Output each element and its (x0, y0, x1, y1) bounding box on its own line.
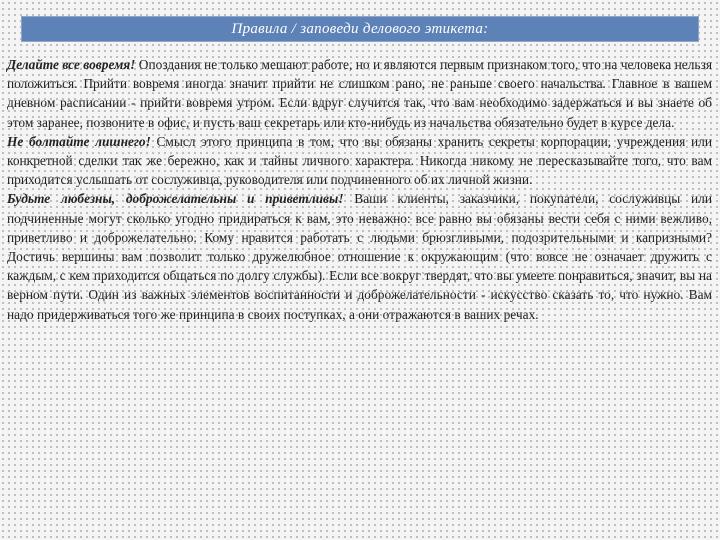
title-banner (21, 16, 699, 42)
rule-heading-discretion: Не болтайте лишнего! (7, 133, 151, 149)
rule-text-courtesy: Ваши клиенты, заказчики, покупатели, сослуживцы или подчиненные могут сколько угодно придираться к вам, это неважно: все равно вы обязаны вести себя с ними вежливо, приветливо и доброжелательно. Кому нравится работать с людьми брюзгливыми, подозрительными и капризными? Достичь вершины вам позволит только дружелюбное отношение к окружающим (что вовсе не означает дружить с каждым, с кем приходится общаться по долгу службы). Если все вокруг твердят, что вы умеете понравиться, значит, вы на верном пути. Один из важных элементов воспитанности и доброжелательности - искусство сказать то, что нужно. Вам надо придерживаться того же принципа в своих поступках, а они отражаются в ваших речах. (7, 191, 712, 322)
rule-paragraph-courtesy (7, 189, 712, 323)
page-title: Правила / заповеди делового этикета: (231, 20, 489, 37)
rule-heading-courtesy: Будьте любезны, доброжелательны и приветливы! (7, 191, 344, 207)
rule-text-punctuality: Опоздания не только мешают работе, но и являются первым признаком того, что на человека нельзя положиться. Прийти вовремя иногда значит прийти не слишком рано, не раньше своего начальства. Главное в вашем дневном расписании - прийти вовремя утром. Если вдруг случится так, что вам необходимо задержаться и вы знаете об этом заранее, позвоните в офис, и пусть ваш секретарь или кто-нибудь из начальства обязательно будет в курсе дела. (7, 57, 712, 130)
rule-paragraph-punctuality (7, 55, 712, 132)
etiquette-rules-text (7, 55, 712, 324)
rule-paragraph-discretion (7, 132, 712, 190)
rule-text-discretion: Смысл этого принципа в том, что вы обязаны хранить секреты корпорации, учреждения или конкретной сделки так же бережно, как и тайны личного характера. Никогда никому не пересказывайте того, что вам приходится услышать от сослуживца, руководителя или подчиненного об их личной жизни. (7, 133, 712, 188)
rule-heading-punctuality: Делайте все вовремя! (7, 57, 136, 72)
